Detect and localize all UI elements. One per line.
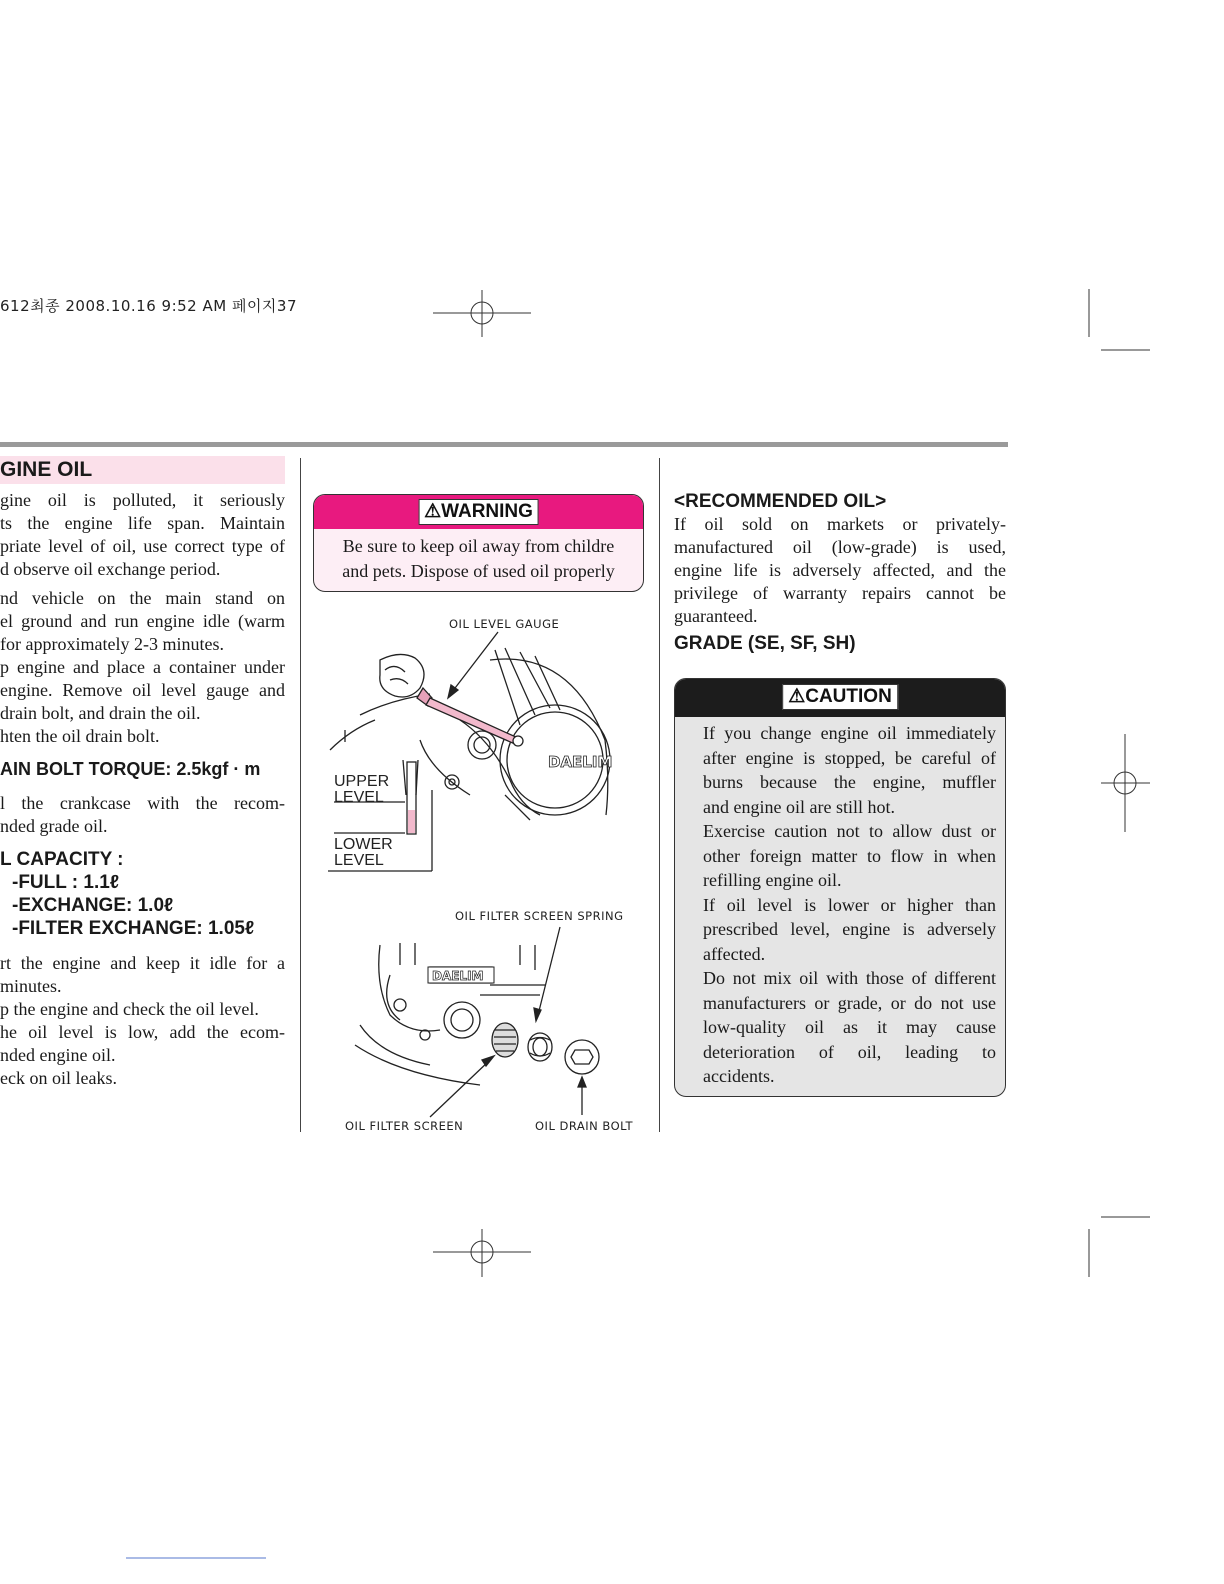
fill-line: l the crankcase with the recom-: [0, 793, 285, 813]
column-divider-left: [300, 458, 301, 1132]
fill-instruction: [0, 792, 285, 838]
steps-list-2: [0, 952, 285, 1090]
capacity-filter-exchange: -FILTER EXCHANGE: 1.05ℓ: [12, 918, 255, 939]
oil-filter-spring-label: OIL FILTER SCREEN SPRING: [455, 909, 624, 923]
step-line: drain bolt, and drain the oil.: [0, 703, 201, 723]
section-title: GINE OIL: [0, 456, 285, 484]
caution-header: [675, 679, 1005, 717]
step-line: p engine and place a container under: [0, 657, 285, 677]
upper-level-word: UPPER: [334, 773, 390, 790]
caution-line: accidents.: [703, 1066, 775, 1086]
lower-level-word: LOWER: [334, 836, 393, 853]
step-line: for approximately 2-3 minutes.: [0, 634, 224, 654]
lower-level-label: [334, 837, 393, 869]
caution-line: If oil level is lower or higher than: [703, 894, 996, 915]
caution-line: Exercise caution not to allow dust or: [703, 821, 996, 841]
caution-badge: [782, 684, 898, 710]
warning-label: WARNING: [441, 501, 533, 522]
engine-brand-text: DAELIM: [432, 969, 484, 983]
step-line: nded engine oil.: [0, 1045, 116, 1065]
oil-grade: GRADE (SE, SF, SH): [674, 633, 856, 654]
upper-level-label: [334, 774, 389, 806]
step-line: p the engine and check the oil level.: [0, 999, 259, 1019]
step-line: minutes.: [0, 976, 62, 996]
step-line: rt the engine and keep it idle for a: [0, 953, 285, 973]
step-line: nd vehicle on the main stand on: [0, 588, 285, 608]
warning-triangle-icon: ⚠: [788, 686, 806, 707]
caution-line: deterioration of oil, leading to: [703, 1041, 996, 1062]
rec-line: If oil sold on markets or privately-: [674, 514, 1006, 534]
warning-badge: [418, 499, 539, 525]
rec-line: guaranteed.: [674, 606, 758, 626]
recommended-oil-paragraph: [674, 513, 1006, 628]
capacity-full: -FULL : 1.1ℓ: [12, 872, 120, 893]
caution-line: burns because the engine, muffler: [703, 772, 996, 792]
warning-line: Be sure to keep oil away from childre: [342, 536, 615, 556]
recommended-oil-title: <RECOMMENDED OIL>: [674, 491, 887, 512]
warning-box: [313, 494, 644, 592]
caution-line: Do not mix oil with those of different: [703, 968, 996, 988]
capacity-title: L CAPACITY :: [0, 849, 124, 870]
rec-line: manufactured oil (low-grade) is used,: [674, 537, 1006, 557]
oil-level-gauge-label: OIL LEVEL GAUGE: [449, 617, 560, 631]
caution-line: prescribed level, engine is adversely: [703, 919, 996, 939]
oil-filter-illustration: [340, 925, 620, 1120]
caution-box: [674, 678, 1006, 1097]
caution-line: after engine is stopped, be careful of: [703, 747, 996, 768]
lower-level-word: LEVEL: [334, 852, 384, 869]
caution-line: and engine oil are still hot.: [703, 796, 895, 817]
rec-line: privilege of warranty repairs cannot be: [674, 583, 1006, 603]
top-rule: [0, 442, 1008, 447]
step-line: hten the oil drain bolt.: [0, 726, 160, 746]
caution-line: low-quality oil as it may cause: [703, 1017, 996, 1037]
upper-level-word: LEVEL: [334, 789, 384, 806]
capacity-exchange: -EXCHANGE: 1.0ℓ: [12, 895, 174, 916]
step-line: he oil level is low, add the ecom-: [0, 1022, 285, 1042]
oil-filter-screen-label: OIL FILTER SCREEN: [345, 1119, 464, 1133]
rec-line: engine life is adversely affected, and the: [674, 560, 1006, 580]
caution-line: other foreign matter to flow in when: [703, 845, 996, 866]
intro-line: ts the engine life span. Maintain: [0, 513, 285, 533]
step-line: el ground and run engine idle (warm: [0, 611, 285, 631]
engine-brand-text: DAELIM: [548, 753, 613, 771]
intro-line: priate level of oil, use correct type of: [0, 536, 285, 556]
intro-line: gine oil is polluted, it seriously: [0, 490, 285, 510]
intro-paragraph: [0, 489, 285, 581]
oil-capacity: [0, 848, 290, 940]
column-divider-right: [659, 458, 660, 1132]
steps-list-1: [0, 587, 285, 748]
caution-body: [675, 717, 1005, 1089]
intro-line: d observe oil exchange period.: [0, 559, 221, 579]
print-header-meta: 612최종 2008.10.16 9:52 AM 페이지37: [0, 297, 298, 315]
caution-line: refilling engine oil.: [703, 870, 842, 890]
warning-triangle-icon: ⚠: [424, 501, 442, 522]
torque-spec: AIN BOLT TORQUE: 2.5kgf · m: [0, 759, 261, 779]
fill-line: nded grade oil.: [0, 816, 108, 836]
caution-line: If you change engine oil immediately: [703, 723, 996, 743]
warning-body: [314, 529, 643, 584]
step-line: eck on oil leaks.: [0, 1068, 117, 1088]
step-line: engine. Remove oil level gauge and: [0, 680, 285, 700]
caution-line: manufacturers or grade, or do not use: [703, 992, 996, 1013]
warning-line: and pets. Dispose of used oil properly: [342, 561, 615, 581]
caution-line: affected.: [703, 943, 766, 964]
warning-header: [314, 495, 643, 529]
oil-drain-bolt-label: OIL DRAIN BOLT: [535, 1119, 633, 1133]
caution-label: CAUTION: [805, 686, 892, 707]
